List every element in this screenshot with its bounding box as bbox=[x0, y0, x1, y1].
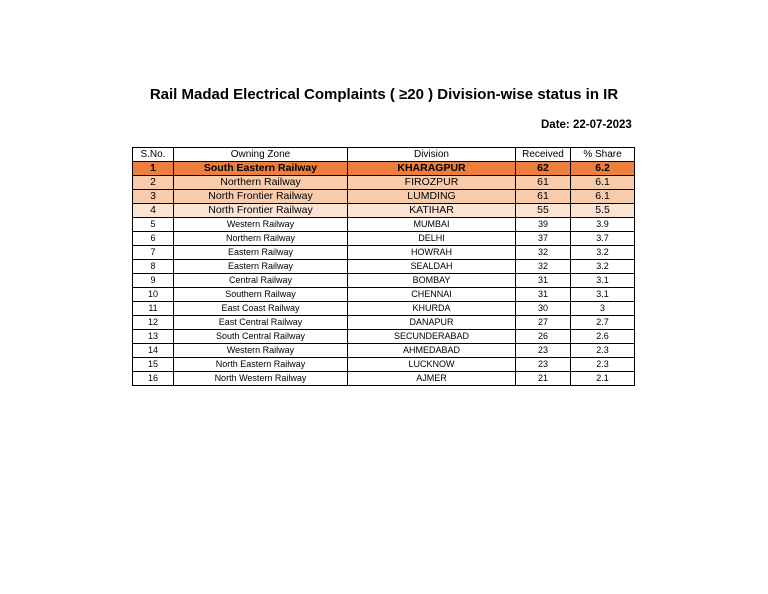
cell-received: 37 bbox=[516, 232, 571, 246]
cell-received: 23 bbox=[516, 358, 571, 372]
complaints-table bbox=[132, 147, 635, 386]
table-row bbox=[133, 302, 635, 316]
cell-received: 27 bbox=[516, 316, 571, 330]
cell-zone: South Central Railway bbox=[174, 330, 348, 344]
cell-sno: 1 bbox=[133, 162, 174, 176]
cell-received: 61 bbox=[516, 190, 571, 204]
table-row bbox=[133, 260, 635, 274]
table-row bbox=[133, 330, 635, 344]
cell-share: 2.1 bbox=[571, 372, 635, 386]
table-row bbox=[133, 344, 635, 358]
cell-share: 3 bbox=[571, 302, 635, 316]
cell-sno: 5 bbox=[133, 218, 174, 232]
cell-share: 2.6 bbox=[571, 330, 635, 344]
cell-received: 32 bbox=[516, 246, 571, 260]
cell-division: AJMER bbox=[348, 372, 516, 386]
column-header-received: Received bbox=[516, 148, 571, 162]
cell-share: 3.1 bbox=[571, 288, 635, 302]
table-row bbox=[133, 288, 635, 302]
cell-zone: North Frontier Railway bbox=[174, 204, 348, 218]
table-row bbox=[133, 204, 635, 218]
cell-share: 6.2 bbox=[571, 162, 635, 176]
cell-sno: 12 bbox=[133, 316, 174, 330]
cell-received: 30 bbox=[516, 302, 571, 316]
cell-sno: 14 bbox=[133, 344, 174, 358]
table-row bbox=[133, 274, 635, 288]
cell-zone: East Central Railway bbox=[174, 316, 348, 330]
cell-division: CHENNAI bbox=[348, 288, 516, 302]
cell-division: MUMBAI bbox=[348, 218, 516, 232]
cell-sno: 9 bbox=[133, 274, 174, 288]
cell-share: 3.7 bbox=[571, 232, 635, 246]
cell-share: 2.3 bbox=[571, 344, 635, 358]
cell-sno: 7 bbox=[133, 246, 174, 260]
cell-share: 2.7 bbox=[571, 316, 635, 330]
cell-received: 31 bbox=[516, 274, 571, 288]
column-header-share: % Share bbox=[571, 148, 635, 162]
cell-division: SECUNDERABAD bbox=[348, 330, 516, 344]
cell-sno: 13 bbox=[133, 330, 174, 344]
cell-sno: 8 bbox=[133, 260, 174, 274]
table-row bbox=[133, 162, 635, 176]
cell-share: 3.9 bbox=[571, 218, 635, 232]
cell-zone: Eastern Railway bbox=[174, 260, 348, 274]
cell-division: DELHI bbox=[348, 232, 516, 246]
cell-zone: East Coast Railway bbox=[174, 302, 348, 316]
cell-division: SEALDAH bbox=[348, 260, 516, 274]
cell-division: DANAPUR bbox=[348, 316, 516, 330]
column-header-sno: S.No. bbox=[133, 148, 174, 162]
cell-zone: South Eastern Railway bbox=[174, 162, 348, 176]
page-title: Rail Madad Electrical Complaints ( ≥20 ) Division-wise status in IR bbox=[149, 86, 619, 103]
cell-sno: 15 bbox=[133, 358, 174, 372]
cell-division: LUCKNOW bbox=[348, 358, 516, 372]
cell-sno: 10 bbox=[133, 288, 174, 302]
table-row bbox=[133, 218, 635, 232]
table-row bbox=[133, 358, 635, 372]
cell-sno: 2 bbox=[133, 176, 174, 190]
cell-zone: Northern Railway bbox=[174, 232, 348, 246]
cell-division: BOMBAY bbox=[348, 274, 516, 288]
cell-zone: Western Railway bbox=[174, 218, 348, 232]
cell-division: LUMDING bbox=[348, 190, 516, 204]
table-row bbox=[133, 246, 635, 260]
table-row bbox=[133, 372, 635, 386]
cell-sno: 16 bbox=[133, 372, 174, 386]
table-row bbox=[133, 316, 635, 330]
cell-share: 6.1 bbox=[571, 190, 635, 204]
cell-zone: Central Railway bbox=[174, 274, 348, 288]
table-header-row bbox=[133, 148, 635, 162]
cell-share: 6.1 bbox=[571, 176, 635, 190]
cell-received: 39 bbox=[516, 218, 571, 232]
cell-zone: Southern Railway bbox=[174, 288, 348, 302]
cell-zone: North Frontier Railway bbox=[174, 190, 348, 204]
cell-received: 55 bbox=[516, 204, 571, 218]
cell-received: 21 bbox=[516, 372, 571, 386]
cell-received: 23 bbox=[516, 344, 571, 358]
cell-sno: 11 bbox=[133, 302, 174, 316]
column-header-zone: Owning Zone bbox=[174, 148, 348, 162]
cell-received: 32 bbox=[516, 260, 571, 274]
cell-division: KHARAGPUR bbox=[348, 162, 516, 176]
table-row bbox=[133, 176, 635, 190]
cell-received: 31 bbox=[516, 288, 571, 302]
cell-division: KATIHAR bbox=[348, 204, 516, 218]
column-header-division: Division bbox=[348, 148, 516, 162]
cell-division: HOWRAH bbox=[348, 246, 516, 260]
cell-received: 62 bbox=[516, 162, 571, 176]
cell-received: 26 bbox=[516, 330, 571, 344]
cell-share: 3.1 bbox=[571, 274, 635, 288]
cell-share: 5.5 bbox=[571, 204, 635, 218]
cell-sno: 3 bbox=[133, 190, 174, 204]
cell-zone: Eastern Railway bbox=[174, 246, 348, 260]
table-row bbox=[133, 232, 635, 246]
cell-division: KHURDA bbox=[348, 302, 516, 316]
cell-share: 3.2 bbox=[571, 260, 635, 274]
cell-division: FIROZPUR bbox=[348, 176, 516, 190]
cell-sno: 6 bbox=[133, 232, 174, 246]
cell-received: 61 bbox=[516, 176, 571, 190]
cell-share: 2.3 bbox=[571, 358, 635, 372]
table-row bbox=[133, 190, 635, 204]
cell-zone: North Western Railway bbox=[174, 372, 348, 386]
report-date: Date: 22-07-2023 bbox=[541, 119, 632, 131]
cell-division: AHMEDABAD bbox=[348, 344, 516, 358]
cell-zone: Northern Railway bbox=[174, 176, 348, 190]
cell-zone: Western Railway bbox=[174, 344, 348, 358]
cell-share: 3.2 bbox=[571, 246, 635, 260]
cell-sno: 4 bbox=[133, 204, 174, 218]
cell-zone: North Eastern Railway bbox=[174, 358, 348, 372]
